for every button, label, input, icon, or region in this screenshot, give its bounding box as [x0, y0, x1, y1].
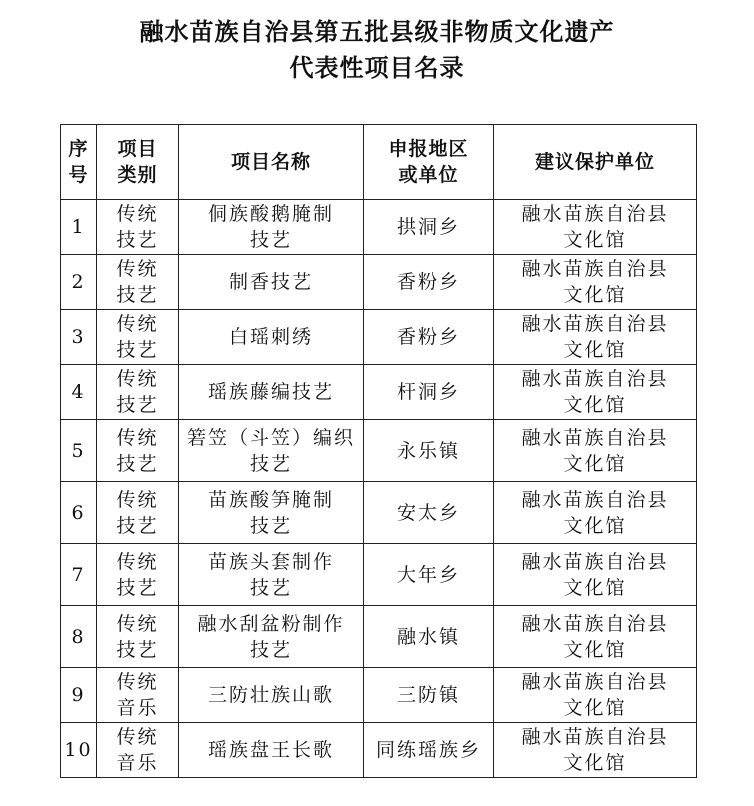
table-row: [61, 668, 697, 723]
cell-region: 拱洞乡: [364, 200, 494, 255]
cell-serial: 3: [61, 310, 97, 365]
table-row: [61, 200, 697, 255]
cell-region: 永乐镇: [364, 420, 494, 482]
cell-category: 传统 音乐: [97, 668, 179, 723]
header-serial: 序 号: [61, 125, 97, 200]
cell-region: 融水镇: [364, 606, 494, 668]
cell-name: 箬笠（斗笠）编织 技艺: [179, 420, 364, 482]
cell-name: 三防壮族山歌: [179, 668, 364, 723]
cell-protection-unit: 融水苗族自治县 文化馆: [494, 482, 697, 544]
header-region: 申报地区 或单位: [364, 125, 494, 200]
cell-serial: 7: [61, 544, 97, 606]
cell-serial: 6: [61, 482, 97, 544]
cell-serial: 5: [61, 420, 97, 482]
cell-category: 传统 技艺: [97, 482, 179, 544]
header-category: 项目 类别: [97, 125, 179, 200]
cell-serial: 1: [61, 200, 97, 255]
cell-category: 传统 技艺: [97, 255, 179, 310]
table-row: [61, 482, 697, 544]
header-name: 项目名称: [179, 125, 364, 200]
cell-protection-unit: 融水苗族自治县 文化馆: [494, 310, 697, 365]
title-line-2: 代表性项目名录: [289, 54, 465, 82]
table-body: [61, 200, 697, 778]
cell-region: 杆洞乡: [364, 365, 494, 420]
cell-serial: 10: [61, 723, 97, 778]
cell-protection-unit: 融水苗族自治县 文化馆: [494, 668, 697, 723]
cell-protection-unit: 融水苗族自治县 文化馆: [494, 544, 697, 606]
cell-protection-unit: 融水苗族自治县 文化馆: [494, 420, 697, 482]
table-row: [61, 606, 697, 668]
cell-category: 传统 技艺: [97, 544, 179, 606]
cell-category: 传统 技艺: [97, 606, 179, 668]
cell-name: 苗族头套制作 技艺: [179, 544, 364, 606]
cell-protection-unit: 融水苗族自治县 文化馆: [494, 365, 697, 420]
document-title: [0, 14, 754, 86]
cell-protection-unit: 融水苗族自治县 文化馆: [494, 723, 697, 778]
cell-region: 香粉乡: [364, 310, 494, 365]
header-protection-unit: 建议保护单位: [494, 125, 697, 200]
cell-region: 大年乡: [364, 544, 494, 606]
cell-region: 安太乡: [364, 482, 494, 544]
cell-serial: 9: [61, 668, 97, 723]
cell-protection-unit: 融水苗族自治县 文化馆: [494, 606, 697, 668]
table-row: [61, 310, 697, 365]
title-line-1: 融水苗族自治县第五批县级非物质文化遗产: [139, 18, 615, 46]
cell-protection-unit: 融水苗族自治县 文化馆: [494, 255, 697, 310]
cell-category: 传统 音乐: [97, 723, 179, 778]
table-row: [61, 365, 697, 420]
cell-serial: 4: [61, 365, 97, 420]
table-row: [61, 544, 697, 606]
cell-name: 白瑶刺绣: [179, 310, 364, 365]
cell-category: 传统 技艺: [97, 200, 179, 255]
heritage-list-table: [60, 124, 697, 778]
cell-name: 瑶族藤编技艺: [179, 365, 364, 420]
cell-name: 瑶族盘王长歌: [179, 723, 364, 778]
cell-serial: 2: [61, 255, 97, 310]
cell-name: 融水刮盆粉制作 技艺: [179, 606, 364, 668]
cell-category: 传统 技艺: [97, 310, 179, 365]
cell-serial: 8: [61, 606, 97, 668]
table-header-row: [61, 125, 697, 200]
cell-category: 传统 技艺: [97, 365, 179, 420]
cell-name: 侗族酸鹅腌制 技艺: [179, 200, 364, 255]
cell-name: 制香技艺: [179, 255, 364, 310]
cell-region: 三防镇: [364, 668, 494, 723]
table-row: [61, 255, 697, 310]
table-row: [61, 723, 697, 778]
cell-region: 同练瑶族乡: [364, 723, 494, 778]
cell-category: 传统 技艺: [97, 420, 179, 482]
cell-name: 苗族酸笋腌制 技艺: [179, 482, 364, 544]
cell-region: 香粉乡: [364, 255, 494, 310]
table-row: [61, 420, 697, 482]
cell-protection-unit: 融水苗族自治县 文化馆: [494, 200, 697, 255]
